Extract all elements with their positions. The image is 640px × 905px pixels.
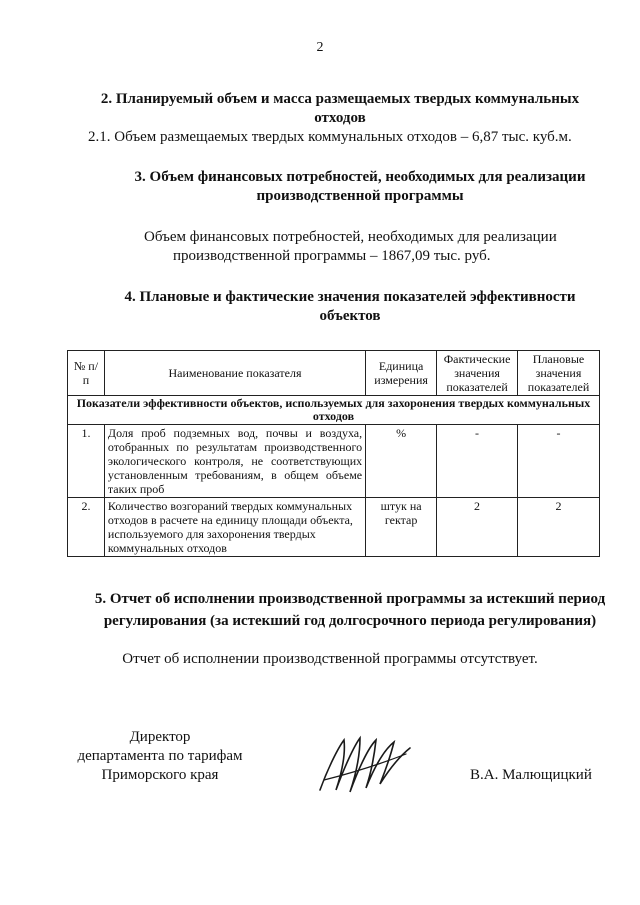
table-row <box>68 498 600 557</box>
header-num: № п/п <box>68 351 105 396</box>
row2-unit: штук на гектар <box>366 498 437 557</box>
position-line1: Директор <box>129 729 191 745</box>
section4-heading-line2: объектов <box>319 308 381 324</box>
row2-name: Количество возгораний твердых коммунальных отходов в расчете на единицу площади объекта, используемого для захоронения твердых коммунальных отходов <box>104 498 365 557</box>
section5-text: Отчет об исполнении производственной программы отсутствует. <box>122 651 538 667</box>
header-unit: Единица измерения <box>366 351 437 396</box>
signatory-name: В.А. Малющицкий <box>470 767 592 783</box>
page-number: 2 <box>316 40 324 55</box>
section3-heading <box>90 168 630 206</box>
section5-heading-line1: 5. Отчет об исполнении производственной программы за истекший период <box>94 591 606 607</box>
row1-planned: - <box>518 425 600 498</box>
section2-heading-line1: 2. Планируемый объем и масса размещаемых твердых коммунальных <box>100 91 580 107</box>
section2-heading-line2: отходов <box>314 110 366 126</box>
row1-name: Доля проб подземных вод, почвы и воздуха, отобранных по результатам производственного экологического контроля, не соответствующих установленным требованиям, в общем объеме таких проб <box>104 425 365 498</box>
row2-planned: 2 <box>518 498 600 557</box>
section4-heading <box>80 288 620 326</box>
section2-item: 2.1. Объем размещаемых твердых коммунальных отходов – 6,87 тыс. куб.м. <box>88 129 572 145</box>
row1-num: 1. <box>68 425 105 498</box>
header-planned: Плановые значения показателей <box>518 351 600 396</box>
row2-num: 2. <box>68 498 105 557</box>
handwritten-signature <box>310 728 420 798</box>
header-actual: Фактические значения показателей <box>437 351 518 396</box>
table-subheader: Показатели эффективности объектов, используемых для захоронения твердых коммунальных отходов <box>68 396 600 425</box>
row1-actual: - <box>437 425 518 498</box>
table-header-row <box>68 351 600 396</box>
section3-text-line1: Объем финансовых потребностей, необходимых для реализации <box>144 229 557 245</box>
section5-heading <box>60 588 640 632</box>
section2-heading <box>60 90 620 128</box>
signatory-position <box>60 728 260 785</box>
position-line3: Приморского края <box>101 767 219 783</box>
table-row <box>68 425 600 498</box>
section3-heading-line2: производственной программы <box>256 188 464 204</box>
position-line2: департамента по тарифам <box>77 748 243 764</box>
row2-actual: 2 <box>437 498 518 557</box>
header-name: Наименование показателя <box>104 351 365 396</box>
section5-heading-line2: регулирования (за истекший год долгосрочного периода регулирования) <box>103 613 597 629</box>
section3-heading-line1: 3. Объем финансовых потребностей, необходимых для реализации <box>134 169 586 185</box>
section4-heading-line1: 4. Плановые и фактические значения показателей эффективности <box>124 289 576 305</box>
section3-text-line2: производственной программы – 1867,09 тыс. руб. <box>173 248 491 264</box>
row1-unit: % <box>366 425 437 498</box>
indicators-table <box>67 350 600 557</box>
table-subheader-row <box>68 396 600 425</box>
